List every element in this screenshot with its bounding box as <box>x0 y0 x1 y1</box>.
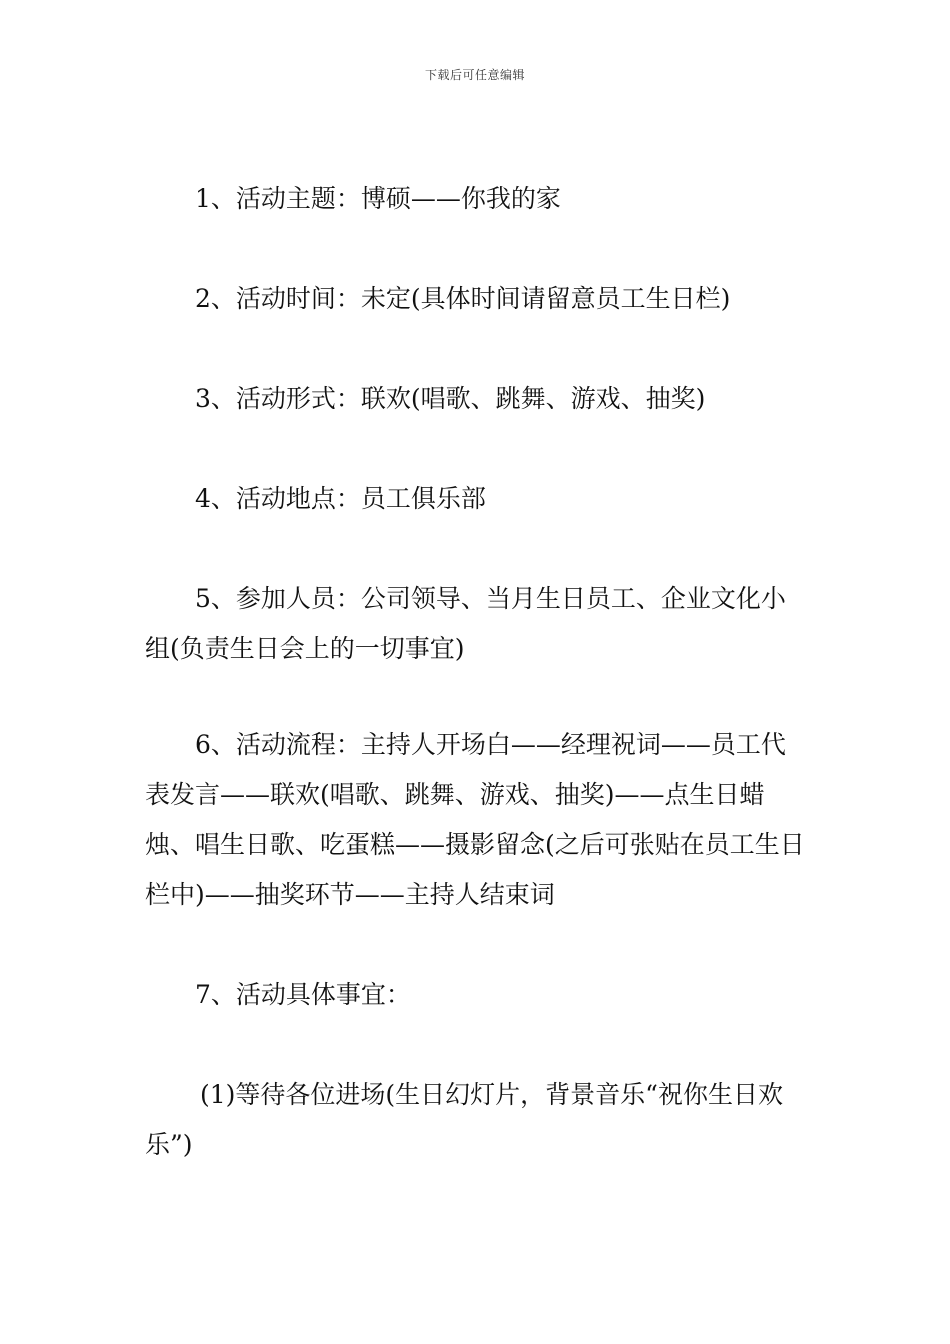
paragraph-process: 6、活动流程：主持人开场白——经理祝词——员工代表发言——联欢(唱歌、跳舞、游戏、抽奖)——点生日蜡烛、唱生日歌、吃蛋糕——摄影留念(之后可张贴在员工生日栏中)——抽奖环节——主持人结束词 <box>145 730 805 909</box>
paragraph-details-heading: 7、活动具体事宜： <box>195 980 411 1009</box>
paragraph-detail-1: (1)等待各位进场(生日幻灯片，背景音乐“祝你生日欢乐”) <box>145 1080 783 1159</box>
page-header: 下载后可任意编辑 <box>424 68 525 82</box>
paragraph-location: 4、活动地点：员工俱乐部 <box>195 484 486 513</box>
paragraph-theme: 1、活动主题：博硕——你我的家 <box>195 184 561 213</box>
paragraph-format: 3、活动形式：联欢(唱歌、跳舞、游戏、抽奖) <box>195 384 706 413</box>
paragraph-time: 2、活动时间：未定(具体时间请留意员工生日栏) <box>195 284 731 313</box>
paragraph-participants: 5、参加人员：公司领导、当月生日员工、企业文化小组(负责生日会上的一切事宜) <box>145 584 786 663</box>
